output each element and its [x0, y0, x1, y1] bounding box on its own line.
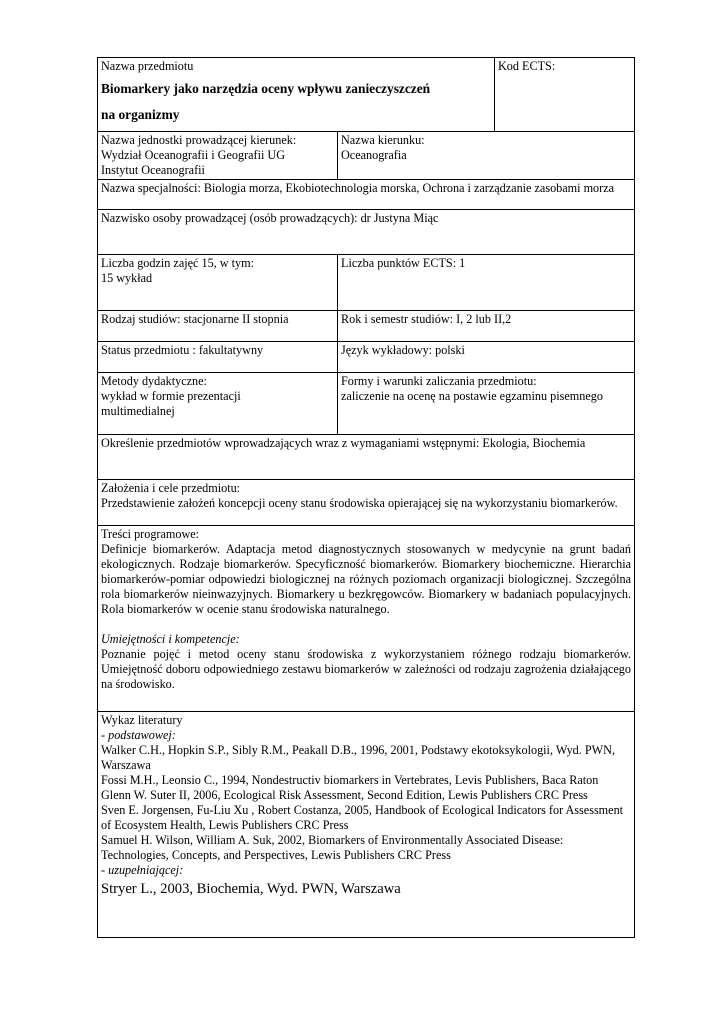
row-hours: [98, 255, 635, 311]
methods-line1: wykład w formie prezentacji: [101, 389, 241, 403]
row-methods: [98, 373, 635, 435]
cell-assessment: [338, 373, 635, 435]
literature-item: Samuel H. Wilson, William A. Suk, 2002, Biomarkers of Environmentally Associated Disease: Technologies, Concepts, and Perspectives, Lewis Publishers CRC Press: [101, 833, 564, 862]
ects-points: Liczba punktów ECTS: 1: [338, 255, 635, 311]
subject-title-line2: na organizmy: [101, 107, 180, 122]
cell-goals: [98, 480, 635, 526]
hours-line2: 15 wykład: [101, 271, 153, 285]
literature-item: Sven E. Jorgensen, Fu-Liu Xu , Robert Costanza, 2005, Handbook of Ecological Indicators for Assessment of Ecosystem Health, Lewis Publishers CRC Press: [101, 803, 624, 832]
cell-subject-name: [98, 58, 495, 132]
cell-ects-code: [495, 58, 635, 132]
hours-line1: Liczba godzin zajęć 15, w tym:: [101, 256, 254, 270]
goals-value: Przedstawienie założeń koncepcji oceny stanu środowiska opierającej się na wykorzystaniu biomarkerów.: [101, 496, 618, 510]
row-content: [98, 526, 635, 712]
methods-line2: multimedialnej: [101, 404, 175, 418]
methods-label: Metody dydaktyczne:: [101, 374, 207, 388]
row-literature: [98, 712, 635, 938]
cell-field: [338, 132, 635, 180]
skills-label: Umiejętności i kompetencje:: [101, 632, 240, 646]
literature-label: Wykaz literatury: [101, 713, 183, 727]
syllabus-table: [97, 57, 635, 938]
cell-hours: [98, 255, 338, 311]
skills-text: Poznanie pojęć i metod oceny stanu środowiska z wykorzystaniem różnego rodzaju biomarkerów. Umiejętność doboru odpowiedniego zestawu biomarkerów w zależności od rodzaju zagrożenia działającego na środowisko.: [101, 647, 631, 691]
cell-content: [98, 526, 635, 712]
row-specialties: [98, 180, 635, 210]
row-teacher: [98, 210, 635, 255]
content-text: Definicje biomarkerów. Adaptacja metod diagnostycznych stosowanych w medycynie na grunt badań ekologicznych. Rodzaje biomarkerów. Specyficzność biomarkerów. Biomarkery biochemiczne. Hierarchia biomarkerów-pomiar odpowiedzi biologicznej na różnych poziomach organizacji biologicznej. Szczególna rola biomarkerów nieinwazyjnych. Biomarkery u bezkręgowców. Biomarkery w badaniach populacyjnych. Rola biomarkerów w ocenie stanu środowiska naturalnego.: [101, 542, 631, 616]
content-label: Treści programowe:: [101, 527, 200, 541]
cell-literature: [98, 712, 635, 938]
literature-item: Glenn W. Suter II, 2006, Ecological Risk Assessment, Second Edition, Lewis Publishers CRC Press: [101, 788, 588, 802]
year-semester: Rok i semestr studiów: I, 2 lub II,2: [338, 311, 635, 342]
goals-label: Założenia i cele przedmiotu:: [101, 481, 241, 495]
literature-item: Fossi M.H., Leonsio C., 1994, Nondestructiv biomarkers in Vertebrates, Levis Publishers, Baca Raton: [101, 773, 599, 787]
row-goals: [98, 480, 635, 526]
literature-item: Walker C.H., Hopkin S.P., Sibly R.M., Peakall D.B., 1996, 2001, Podstawy ekotoksykologii, Wyd. PWN, Warszawa: [101, 743, 616, 772]
literature-basic-label: - podstawowej:: [101, 728, 176, 742]
language: Język wykładowy: polski: [338, 342, 635, 373]
subject-label: Nazwa przedmiotu: [101, 59, 194, 73]
specialties-text: Nazwa specjalności: Biologia morza, Ekobiotechnologia morska, Ochrona i zarządzanie zasobami morza: [98, 180, 635, 210]
unit-value-line2: Instytut Oceanografii: [101, 163, 205, 177]
row-subject: [98, 58, 635, 132]
cell-methods: [98, 373, 338, 435]
row-prerequisites: [98, 435, 635, 480]
literature-supplementary-label: - uzupełniającej:: [101, 863, 184, 877]
row-status: [98, 342, 635, 373]
assessment-label: Formy i warunki zaliczania przedmiotu:: [341, 374, 537, 388]
unit-label: Nazwa jednostki prowadzącej kierunek:: [101, 133, 297, 147]
field-value: Oceanografia: [341, 148, 407, 162]
course-syllabus: [97, 57, 634, 938]
cell-unit: [98, 132, 338, 180]
ects-code-label: Kod ECTS:: [498, 59, 556, 73]
row-study-type: [98, 311, 635, 342]
row-unit: [98, 132, 635, 180]
status: Status przedmiotu : fakultatywny: [98, 342, 338, 373]
prerequisites-text: Określenie przedmiotów wprowadzających wraz z wymaganiami wstępnymi: Ekologia, Biochemia: [98, 435, 635, 480]
study-type: Rodzaj studiów: stacjonarne II stopnia: [98, 311, 338, 342]
literature-supplementary-item: Stryer L., 2003, Biochemia, Wyd. PWN, Warszawa: [101, 881, 401, 897]
teacher-text: Nazwisko osoby prowadzącej (osób prowadzących): dr Justyna Miąc: [98, 210, 635, 255]
unit-value-line1: Wydział Oceanografii i Geografii UG: [101, 148, 286, 162]
assessment-value: zaliczenie na ocenę na postawie egzaminu pisemnego: [341, 389, 603, 403]
field-label: Nazwa kierunku:: [341, 133, 425, 147]
subject-title-line1: Biomarkery jako narzędzia oceny wpływu zanieczyszczeń: [101, 81, 431, 96]
